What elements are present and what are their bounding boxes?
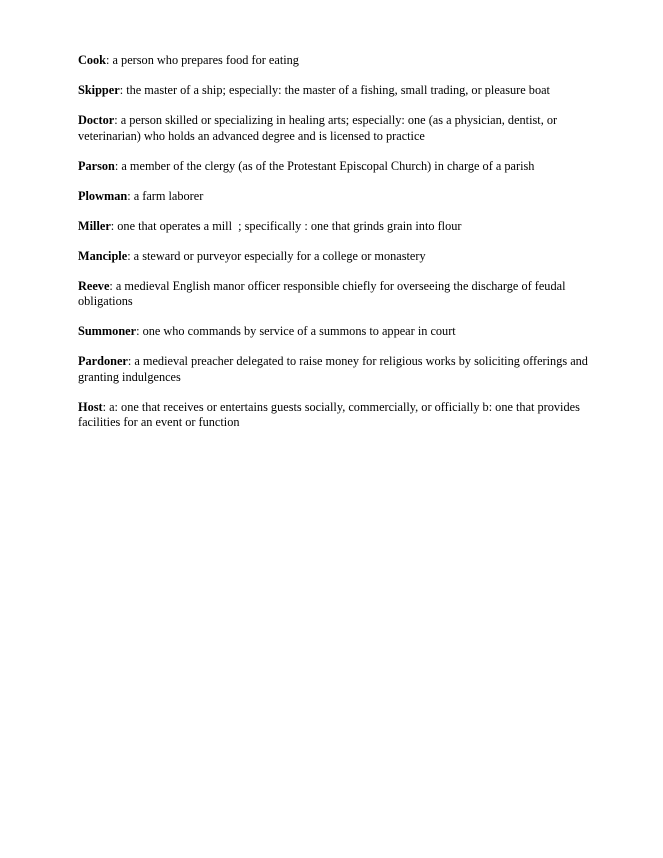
entry-term: Pardoner	[78, 354, 128, 368]
entry-definition: : a steward or purveyor especially for a college or monastery	[127, 248, 426, 263]
entry-definition: : a person skilled or specializing in healing arts; especially: one (as a physician, dentist, or veterinarian) who holds an advanced degree and is licensed to practice	[78, 113, 558, 143]
entry-term: Parson	[78, 158, 115, 173]
glossary-entry-doctor	[78, 113, 598, 144]
entry-term: Reeve	[78, 278, 110, 293]
glossary-entry-manciple	[78, 249, 598, 265]
entry-term: Skipper	[78, 83, 120, 97]
entry-definition: : a: one that receives or entertains guests socially, commercially, or officially b: one that provides facilities for an event or function	[78, 399, 580, 429]
entry-definition: : one who commands by service of a summons to appear in court	[136, 324, 456, 338]
entry-definition: : a medieval preacher delegated to raise money for religious works by soliciting offerings and granting indulgences	[78, 354, 588, 384]
entry-term: Host	[78, 399, 103, 414]
entry-definition: : a medieval English manor officer responsible chiefly for overseeing the discharge of feudal obligations	[78, 278, 566, 308]
glossary-entry-pardoner	[78, 354, 598, 385]
entry-definition: : a farm laborer	[127, 188, 204, 203]
glossary-list	[78, 53, 598, 445]
entry-definition: : a person who prepares food for eating	[106, 53, 299, 67]
glossary-entry-skipper	[78, 83, 598, 99]
entry-term: Plowman	[78, 188, 128, 203]
entry-term: Summoner	[78, 324, 137, 338]
entry-definition: : one that operates a mill ; specifically : one that grinds grain into flour	[110, 218, 462, 233]
entry-term: Miller	[78, 218, 111, 233]
glossary-entry-reeve	[78, 279, 598, 310]
glossary-entry-cook	[78, 53, 598, 69]
glossary-entry-parson	[78, 159, 598, 175]
glossary-entry-summoner	[78, 324, 598, 340]
entry-term: Doctor	[78, 113, 115, 127]
glossary-entry-miller	[78, 219, 598, 235]
entry-term: Cook	[78, 53, 107, 67]
entry-term: Manciple	[78, 248, 128, 263]
glossary-entry-plowman	[78, 189, 598, 205]
entry-definition: : the master of a ship; especially: the master of a fishing, small trading, or pleasure boat	[119, 83, 550, 97]
entry-definition: : a member of the clergy (as of the Protestant Episcopal Church) in charge of a parish	[114, 158, 535, 173]
glossary-entry-host	[78, 400, 598, 431]
